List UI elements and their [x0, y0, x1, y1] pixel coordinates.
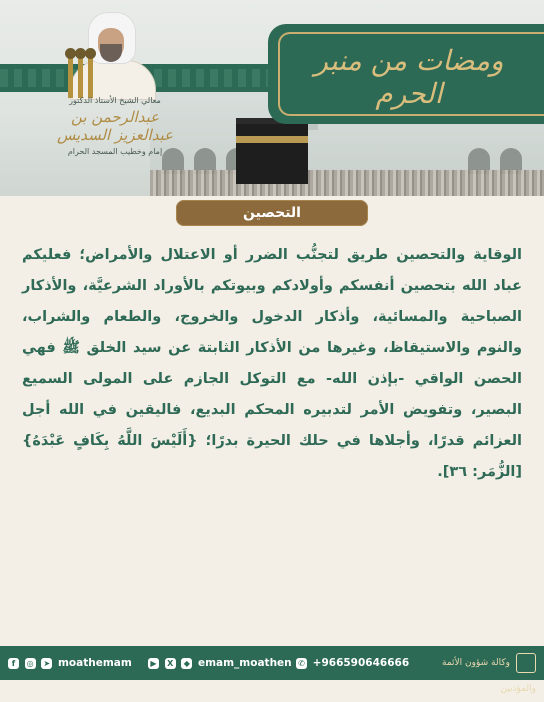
topic-label [176, 200, 368, 226]
series-title-box [268, 24, 544, 124]
org-name: وكالة شؤون الأئمة والمؤذنين [442, 658, 536, 694]
snapchat-icon: ◆ [181, 658, 192, 669]
youtube-icon: ▶ [148, 658, 159, 669]
speaker-title: معالي الشيخ الأستاذ الدكتور [69, 96, 161, 105]
social-handle-1[interactable] [8, 646, 132, 680]
footer-bar [0, 646, 544, 694]
topic-text: التحصين [243, 205, 301, 221]
crowd [150, 170, 544, 196]
series-title: ومضات من منبر الحرم [314, 44, 504, 110]
speaker-name: عبدالرحمن بن عبدالعزيز السديس [56, 108, 174, 144]
speaker-info [40, 96, 190, 156]
phone-text: +966590646666 [312, 657, 410, 669]
whatsapp-icon: ✆ [296, 658, 307, 669]
org-logo [406, 650, 536, 694]
kaaba [236, 118, 308, 184]
instagram-icon: ◎ [25, 658, 36, 669]
header-banner [0, 0, 544, 196]
telegram-icon: ➤ [41, 658, 52, 669]
facebook-icon: f [8, 658, 19, 669]
whatsapp-contact[interactable] [296, 646, 409, 680]
sermon-excerpt: الوقاية والتحصين طريق لتجنُّب الضرر أو الاعتلال والأمراض؛ فعليكم عباد الله بتحصين أنفسكم وأولادكم وبيوتكم بالأوراد الشرعيَّة، والأذكار الصباحية والمسائية، وأذكار الدخول والخروج، والطعام والشراب، والنوم والاستيقاظ، وغيرها من الأذكار الثابتة عن سيد الخلق ﷺ فهي الحصن الواقي -بإذن الله- مع التوكل الجازم على المولى السميع البصير، وتفويض الأمر لتدبيره المحكم البديع، فاليقين في الله أجل العزائم قدرًا، وأجلاها في حلك الحيرة بدرًا؛ {أَلَيْسَ اللَّهُ بِكَافٍ عَبْدَهُ} [الزُّمَر: ٣٦]. [22, 247, 522, 480]
social-handle-2[interactable] [148, 646, 292, 680]
handle-1-text: moathemam [57, 657, 132, 669]
speaker-photo [62, 6, 162, 98]
speaker-role: إمام وخطيب المسجد الحرام [67, 147, 163, 156]
handle-2-text: emam_moathen [197, 657, 292, 669]
x-icon: X [165, 658, 176, 669]
org-emblem-icon [516, 653, 536, 673]
